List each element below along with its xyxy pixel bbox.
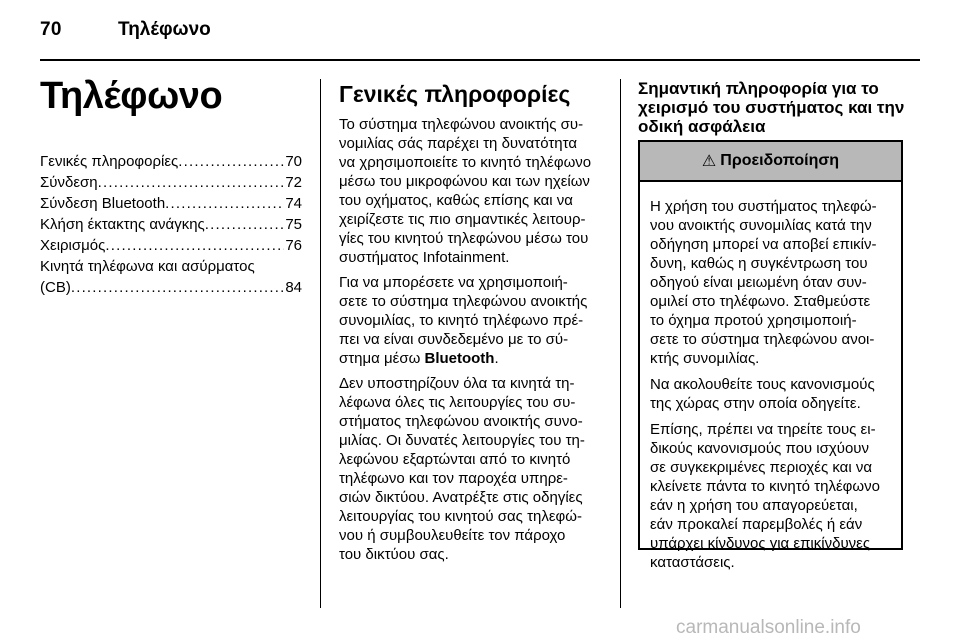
toc-leader-dots [205,214,285,235]
watermark: carmanualsonline.info [676,617,861,638]
text-line: λεφώνου εξαρτώνται από το κινητό [339,451,571,468]
text-line: νου ανοικτής συνομιλίας κατά την [650,217,872,234]
text-line: Για να μπορέσετε να χρησιμοποιή- [339,274,568,291]
toc-item-label-line1: Κινητά τηλέφωνα και ασύρματος [40,258,255,275]
toc-item-page: 74 [285,195,302,212]
toc-item-label: Χειρισμός [40,237,106,254]
text-line: χειρίζεστε τις πιο σημαντικές λειτουρ- [339,211,586,228]
section-title: Γενικές πληροφορίες [339,81,571,107]
toc-item-page: 84 [285,279,302,296]
toc-item-label: Σύνδεση Bluetooth [40,195,166,212]
bluetooth-term: Bluetooth [424,350,495,367]
toc-item[interactable] [40,151,302,172]
toc-item[interactable] [40,214,302,235]
toc-item-label: Σύνδεση [40,174,98,191]
text-line: τηλέφωνο και τον παροχέα υπηρε- [339,470,568,487]
text-line: σετε το σύστημα τηλεφώνου ανοικτής [339,293,588,310]
text-line: στήματος τηλεφώνου ανοικτής συνο- [339,413,583,430]
text-line: μιλίας. Οι δυνατές λειτουργίες του τη- [339,432,585,449]
text-line: υπάρχει κίνδυνος για επικίνδυνες [650,535,871,552]
text-line: οδήγηση μπορεί να αποβεί επικίν- [650,236,877,253]
text-line: λέφωνα όλες τις λειτουργίες του συ- [339,394,576,411]
page-header-title: Τηλέφωνο [118,19,211,40]
text-line: καταστάσεις. [650,554,735,571]
warning-heading: Προειδοποίηση [720,152,840,169]
safety-title [638,79,908,136]
warning-paragraph [650,375,891,413]
toc-item-label: (CB) [40,279,71,296]
text-line: λειτουργίας του κινητού σας τηλεφώ- [339,508,582,525]
toc-leader-dots [165,193,284,214]
text-line: γίες του κινητού τηλεφώνου μέσω του [339,230,589,247]
chapter-title: Τηλέφωνο [40,75,223,117]
text-line: νου ή συμβουλευθείτε τον πάροχο [339,527,566,544]
toc-leader-dots [178,151,284,172]
paragraph-support [339,374,605,564]
general-info-section [339,80,605,570]
text-line: μέσω του μικροφώνου και των ηχείων [339,173,590,190]
safety-title-line: χειρισμό του συστήματος και την [638,98,905,117]
text-line: συνομιλίας, το κινητό τηλέφωνο πρέ- [339,312,584,329]
toc-item-page: 70 [285,153,302,170]
text-line: σε συγκεκριμένες περιοχές και να [650,459,872,476]
text-line: πει να είναι συνδεδεμένο με το σύ- [339,331,569,348]
paragraph-connection [339,273,605,368]
toc-leader-dots [98,172,285,193]
toc-item[interactable] [40,172,302,193]
safety-section [638,79,908,136]
text-line: νομιλίας σάς παρέχει τη δυνατότητα [339,135,578,152]
text-line: Η χρήση του συστήματος τηλεφώ- [650,198,877,215]
text-line [339,349,605,368]
text-line: κλείνετε πάντα το κινητό τηλέφωνο [650,478,880,495]
toc-leader-dots [105,235,284,256]
paragraph-intro [339,115,605,267]
header-rule [40,59,920,61]
text-line: δικούς κανονισμούς που ισχύουν [650,440,870,457]
text-fragment: στημα μέσω [339,350,425,367]
text-line: το όχημα προτού χρησιμοποιή- [650,312,857,329]
text-line: εάν η χρήση του απαγορεύεται, [650,497,858,514]
toc-item-label: Γενικές πληροφορίες [40,153,179,170]
text-line: του δικτύου σας. [339,546,449,563]
text-line: Να ακολουθείτε τους κανονισμούς [650,376,875,393]
text-line: ομιλεί στο τηλέφωνο. Σταθμεύστε [650,293,871,310]
page-number: 70 [40,19,62,40]
column-divider-left [320,79,321,608]
safety-title-line: Σημαντική πληροφορία για το [638,79,879,98]
warning-box [638,140,903,571]
warning-paragraph [650,420,891,572]
warning-triangle-icon: ⚠ [701,153,717,170]
text-line: του οχήματος, καθώς επίσης και να [339,192,573,209]
toc-leader-dots [71,277,284,298]
text-line: σιών δικτύου. Ανατρέξτε στις οδηγίες [339,489,583,506]
toc-item[interactable] [40,256,302,298]
warning-header [640,142,901,182]
warning-body [640,182,901,572]
toc-item-page: 76 [285,237,302,254]
warning-paragraph [650,197,891,368]
text-line: σετε το σύστημα τηλεφώνου ανοι- [650,331,875,348]
text-line: της χώρας στην οποία οδηγείτε. [650,395,861,412]
text-line: κτής συνομιλίας. [650,350,760,367]
text-line: οδηγού είναι μειωμένη όταν συν- [650,274,867,291]
text-line: δυνη, καθώς η συγκέντρωση του [650,255,868,272]
safety-title-line: οδική ασφάλεια [638,117,766,136]
text-line: εάν προκαλεί παρεμβολές ή εάν [650,516,863,533]
column-divider-right [620,79,621,608]
toc-item[interactable] [40,235,302,256]
toc-item-page: 75 [285,216,302,233]
text-line: συστήματος Infotainment. [339,249,510,266]
text-line: να χρησιμοποιείτε το κινητό τηλέφωνο [339,154,592,171]
toc-item[interactable] [40,193,302,214]
text-fragment: . [494,350,499,367]
toc-item-page: 72 [285,174,302,191]
table-of-contents [40,151,302,298]
text-line: Το σύστημα τηλεφώνου ανοικτής συ- [339,116,584,133]
text-line: Δεν υποστηρίζουν όλα τα κινητά τη- [339,375,575,392]
toc-item-label: Κλήση έκτακτης ανάγκης [40,216,205,233]
text-line: Επίσης, πρέπει να τηρείτε τους ει- [650,421,876,438]
